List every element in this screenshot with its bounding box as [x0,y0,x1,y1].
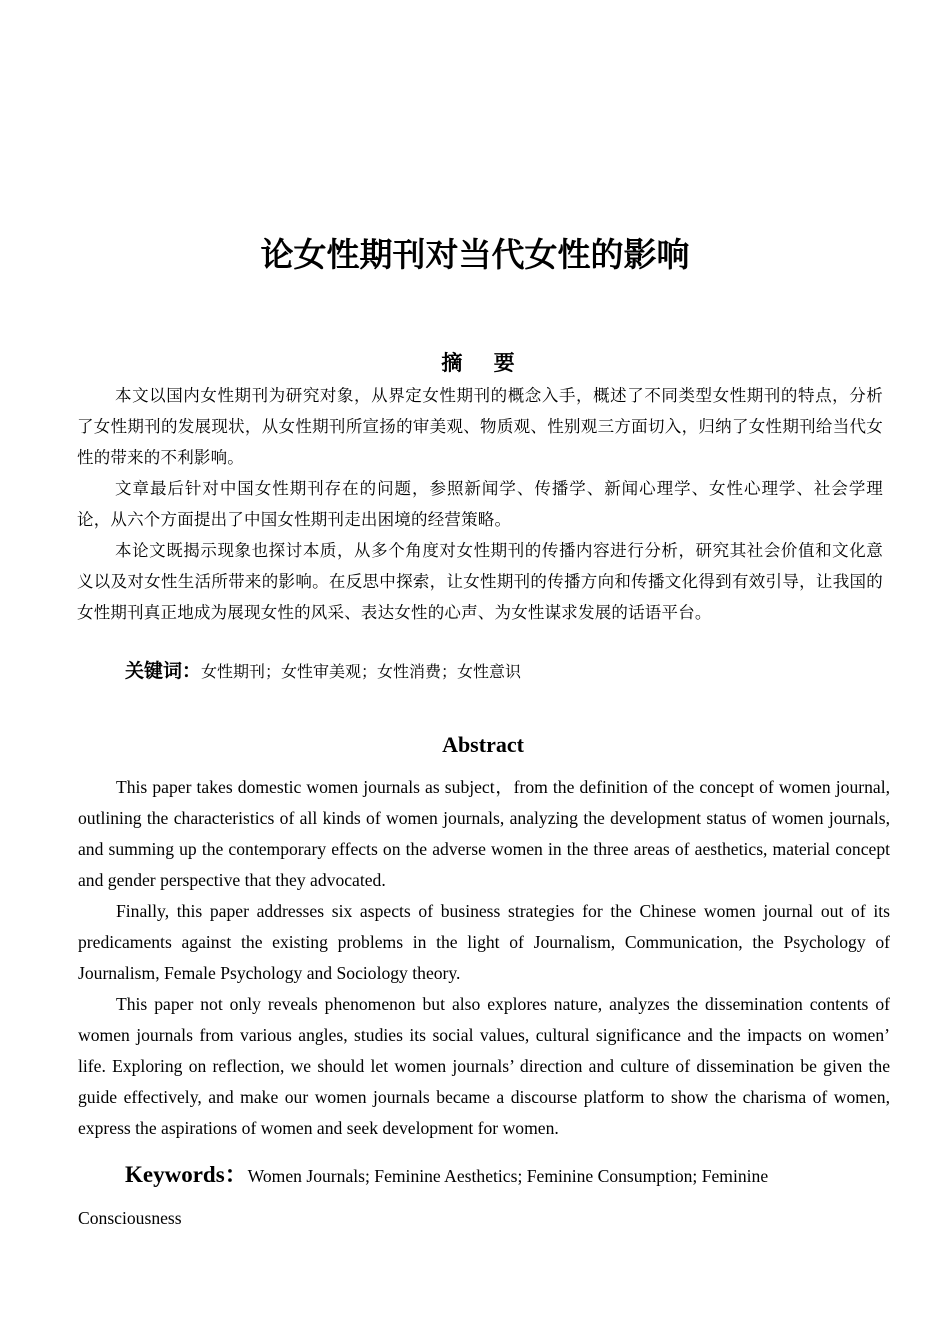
english-keywords-label: Keywords： [125,1162,248,1187]
chinese-keywords-value: 女性期刊；女性审美观；女性消费；女性意识 [201,662,522,681]
chinese-abstract-body [77,380,883,628]
document-title: 论女性期刊对当代女性的影响 [260,235,690,274]
english-abstract-paragraph-3: This paper not only reveals phenomenon but also explores nature, analyzes the dissemination contents of women journals from various angles, studies its social values, cultural significance and the impacts on women’ life. Exploring on reflection, we should let women journals’ direction and culture of dissemination be given the guide effectively, and make our women journals became a discourse platform to show the charisma of women, express the aspirations of women and seek development for women. [78,994,890,1138]
chinese-keywords [125,656,885,687]
english-keywords-value: Women Journals; Feminine Aesthetics; Feminine Consumption; Feminine Consciousness [78,1166,769,1228]
chinese-keywords-label: 关键词： [125,660,202,682]
chinese-abstract-paragraph-2: 文章最后针对中国女性期刊存在的问题，参照新闻学、传播学、新闻心理学、女性心理学、社会学理论，从六个方面提出了中国女性期刊走出困境的经营策略。 [77,479,883,529]
chinese-abstract-paragraph-3: 本论文既揭示现象也探讨本质，从多个角度对女性期刊的传播内容进行分析，研究其社会价值和文化意义以及对女性生活所带来的影响。在反思中探索，让女性期刊的传播方向和传播文化得到有效引导，让我国的女性期刊真正地成为展现女性的风采、表达女性的心声、为女性谋求发展的话语平台。 [77,541,883,622]
english-abstract-heading: Abstract [442,732,524,757]
english-abstract-body [78,772,890,1144]
english-keywords [78,1154,838,1239]
chinese-abstract-heading: 摘 要 [441,351,527,375]
english-abstract-paragraph-2: Finally, this paper addresses six aspects of business strategies for the Chinese women journal out of its predicaments against the existing problems in the light of Journalism, Communication, the Psychology of Journalism, Female Psychology and Sociology theory. [78,901,890,983]
english-abstract-paragraph-1: This paper takes domestic women journals as subject，from the definition of the concept of women journal, outlining the characteristics of all kinds of women journals, analyzing the development status of women journals, and summing up the contemporary effects on the adverse women in the three areas of aesthetics, material concept and gender perspective that they advocated. [78,777,890,890]
chinese-abstract-paragraph-1: 本文以国内女性期刊为研究对象，从界定女性期刊的概念入手，概述了不同类型女性期刊的特点，分析了女性期刊的发展现状，从女性期刊所宣扬的审美观、物质观、性别观三方面切入，归纳了女性期刊给当代女性的带来的不利影响。 [77,386,883,467]
